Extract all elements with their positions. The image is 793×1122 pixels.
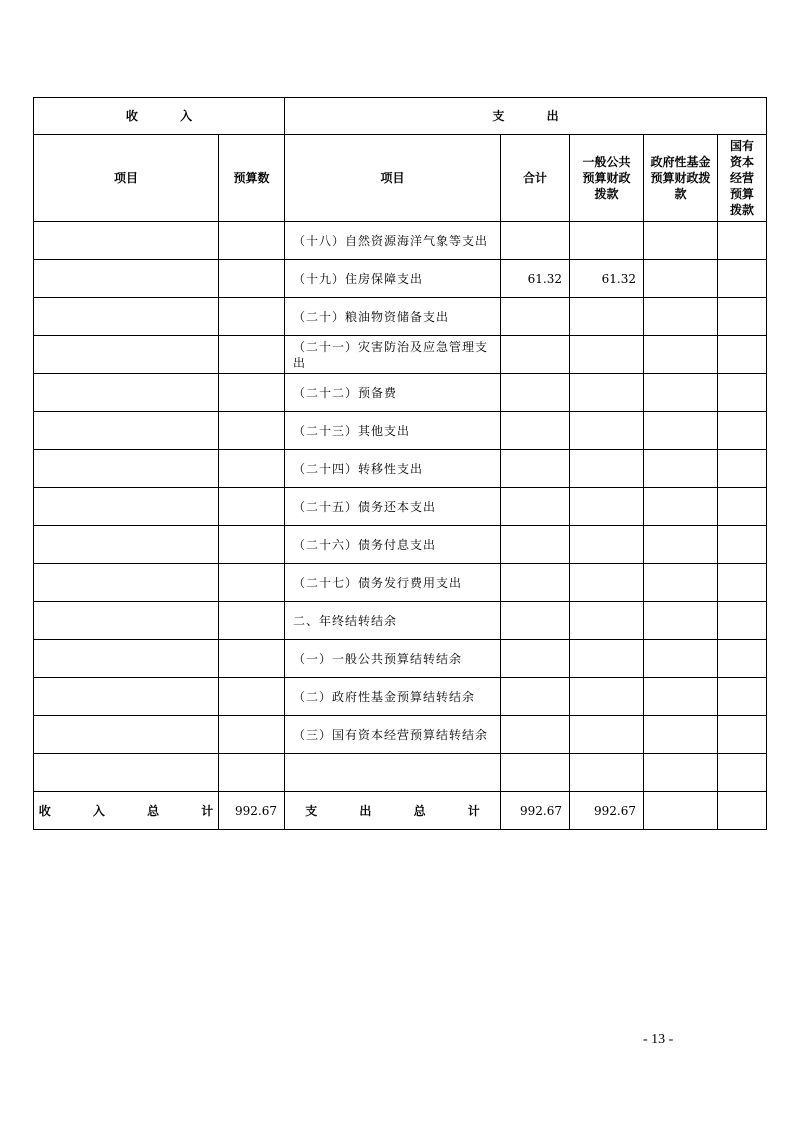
expense-general-cell [570,412,644,450]
expense-general-cell [570,754,644,792]
expense-fund-cell [644,754,718,792]
income-budget-cell [219,640,285,678]
expense-general-cell [570,488,644,526]
income-budget-cell [219,222,285,260]
expense-state-cell [718,374,767,412]
expense-total-cell [501,564,570,602]
table-row [34,298,767,336]
expense-item-cell: （二十一）灾害防治及应急管理支出 [285,336,501,374]
expense-general-cell [570,716,644,754]
expense-item-cell: （十八）自然资源海洋气象等支出 [285,222,501,260]
expense-state-cell [718,526,767,564]
income-budget-cell [219,412,285,450]
table-row-empty [34,754,767,792]
expense-total-cell [501,526,570,564]
expense-state-cell [718,640,767,678]
income-budget-cell [219,488,285,526]
column-header-row [34,135,767,222]
expense-fund-cell [644,526,718,564]
table-row [34,488,767,526]
income-budget-cell [219,260,285,298]
income-budget-cell [219,754,285,792]
expense-general-cell [570,450,644,488]
expense-item-cell: （三）国有资本经营预算结转结余 [285,716,501,754]
expense-general-cell [570,678,644,716]
expense-fund-cell [644,374,718,412]
expense-total-label: 支 出 总 计 [285,792,501,830]
income-total-value: 992.67 [219,792,285,830]
income-item-cell [34,716,219,754]
expense-item-cell: （二十）粮油物资储备支出 [285,298,501,336]
income-item-cell [34,488,219,526]
income-item-cell [34,374,219,412]
section-header-row [34,98,767,135]
income-item-cell [34,298,219,336]
expense-state-total-cell [718,792,767,830]
table-row [34,716,767,754]
expense-general-cell [570,526,644,564]
expense-total-cell [501,374,570,412]
expense-general-cell [570,640,644,678]
table-row [34,222,767,260]
table-row [34,678,767,716]
table-row [34,602,767,640]
expense-general-cell [570,374,644,412]
col-header-fund-text: 政府性基金预算财政拨款 [650,155,711,201]
col-header-item: 项目 [34,135,219,222]
table-row [34,260,767,298]
expense-general-total-value: 992.67 [570,792,644,830]
income-budget-cell [219,602,285,640]
expense-state-cell [718,336,767,374]
expense-general-cell [570,298,644,336]
expense-item-cell [285,754,501,792]
col-header-general-text: 一般公共预算财政拨款 [582,155,631,201]
col-header-total: 合计 [501,135,570,222]
expense-fund-cell [644,450,718,488]
expense-total-cell [501,450,570,488]
expense-total-cell [501,716,570,754]
expense-state-cell [718,412,767,450]
expense-total-cell [501,298,570,336]
table-row [34,374,767,412]
expense-fund-cell [644,678,718,716]
col-header-general-budget [570,135,644,222]
expense-fund-cell [644,716,718,754]
table-row [34,564,767,602]
income-budget-cell [219,374,285,412]
expense-fund-cell [644,298,718,336]
expense-state-cell [718,716,767,754]
expense-item-cell: （二十六）债务付息支出 [285,526,501,564]
totals-row [34,792,767,830]
expense-total-cell [501,336,570,374]
expense-item-cell: （二十五）债务还本支出 [285,488,501,526]
table-row [34,412,767,450]
col-header-expense-item: 项目 [285,135,501,222]
expense-state-cell [718,298,767,336]
expense-total-value: 992.67 [501,792,570,830]
expense-general-cell [570,602,644,640]
expense-fund-cell [644,222,718,260]
income-item-cell [34,640,219,678]
expense-state-cell [718,488,767,526]
expense-state-cell [718,678,767,716]
expense-fund-cell [644,564,718,602]
expense-item-cell: （二十七）债务发行费用支出 [285,564,501,602]
income-item-cell [34,526,219,564]
expense-general-cell [570,336,644,374]
expense-section-header: 支 出 [285,98,767,135]
income-budget-cell [219,716,285,754]
expense-state-cell [718,222,767,260]
expense-item-cell: （二十四）转移性支出 [285,450,501,488]
expense-total-cell [501,488,570,526]
expense-state-cell [718,260,767,298]
expense-fund-cell [644,336,718,374]
expense-total-cell [501,678,570,716]
income-item-cell [34,602,219,640]
expense-fund-total-cell [644,792,718,830]
income-section-header: 收 入 [34,98,285,135]
income-item-cell [34,260,219,298]
table-row [34,640,767,678]
income-total-label: 收 入 总 计 [34,792,219,830]
expense-item-cell: （二十三）其他支出 [285,412,501,450]
expense-total-cell [501,222,570,260]
income-budget-cell [219,564,285,602]
expense-total-cell [501,640,570,678]
budget-table [33,97,767,830]
expense-state-cell [718,602,767,640]
income-item-cell [34,336,219,374]
expense-item-cell: （二）政府性基金预算结转结余 [285,678,501,716]
income-item-cell [34,564,219,602]
expense-general-cell: 61.32 [570,260,644,298]
income-budget-cell [219,450,285,488]
expense-fund-cell [644,412,718,450]
expense-general-cell [570,222,644,260]
income-item-cell [34,754,219,792]
col-header-state-capital [718,135,767,222]
expense-state-cell [718,564,767,602]
income-item-cell [34,412,219,450]
income-budget-cell [219,678,285,716]
expense-item-cell: （十九）住房保障支出 [285,260,501,298]
expense-state-cell [718,754,767,792]
income-budget-cell [219,336,285,374]
expense-total-cell: 61.32 [501,260,570,298]
income-budget-cell [219,298,285,336]
income-item-cell [34,222,219,260]
expense-fund-cell [644,260,718,298]
col-header-fund-budget [644,135,718,222]
table-row [34,526,767,564]
income-budget-cell [219,526,285,564]
expense-total-cell [501,602,570,640]
table-row [34,450,767,488]
expense-total-cell [501,412,570,450]
table-row [34,336,767,374]
expense-fund-cell [644,602,718,640]
expense-total-cell [501,754,570,792]
expense-state-cell [718,450,767,488]
col-header-budget: 预算数 [219,135,285,222]
col-header-state-text: 国有资本经营预算拨款 [729,139,754,217]
expense-item-cell: 二、年终结转结余 [285,602,501,640]
expense-fund-cell [644,640,718,678]
expense-item-cell: （一）一般公共预算结转结余 [285,640,501,678]
page-number: - 13 - [643,1032,674,1047]
expense-item-cell: （二十二）预备费 [285,374,501,412]
expense-general-cell [570,564,644,602]
income-item-cell [34,450,219,488]
income-item-cell [34,678,219,716]
expense-fund-cell [644,488,718,526]
